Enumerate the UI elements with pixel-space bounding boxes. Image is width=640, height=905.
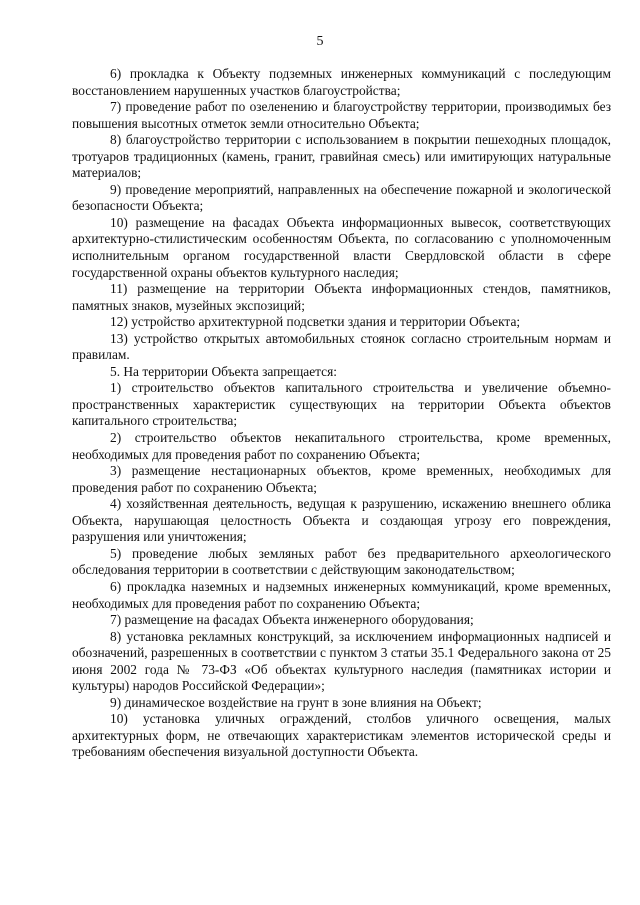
paragraph: 9) проведение мероприятий, направленных на обеспечение пожарной и экологической безопасности Объекта; [72, 181, 611, 214]
paragraph: 8) установка рекламных конструкций, за исключением информационных надписей и обозначений, разрешенных в соответствии с пунктом 3 статьи 35.1 Федерального закона от 25 июня 2002 года № 73-ФЗ «Об объектах культурного наследия (памятниках истории и культуры) народов Российской Федерации»; [72, 628, 611, 694]
paragraph: 2) строительство объектов некапитального строительства, кроме временных, необходимых для проведения работ по сохранению Объекта; [72, 430, 611, 462]
section-heading: 5. На территории Объекта запрещается: [110, 363, 337, 379]
paragraph: 1) строительство объектов капитального строительства и увеличение объемно-пространственных характеристик существующих на территории Объекта объектов капитального строительства; [72, 380, 611, 429]
paragraph: 7) проведение работ по озеленению и благоустройству территории, производимых без повышения высотных отметок земли относительно Объекта; [72, 99, 611, 131]
paragraph: 6) прокладка к Объекту подземных инженерных коммуникаций с последующим восстановлением нарушенных участков благоустройства; [72, 66, 611, 98]
paragraph: 12) устройство архитектурной подсветки здания и территории Объекта; [110, 314, 521, 330]
paragraph: 3) размещение нестационарных объектов, кроме временных, необходимых для проведения работ по сохранению Объекта; [72, 463, 611, 495]
paragraph: 10) размещение на фасадах Объекта информационных вывесок, соответствующих архитектурно-стилистическим особенностям Объекта, по согласованию с уполномоченным исполнительным органом государственной власти Свердловской области в сфере государственной охраны объектов культурного наследия; [72, 214, 611, 280]
paragraph: 11) размещение на территории Объекта информационных стендов, памятников, памятных знаков, музейных экспозиций; [72, 281, 611, 313]
paragraph: 13) устройство открытых автомобильных стоянок согласно строительным нормам и правилам. [72, 330, 611, 363]
paragraph: 6) прокладка наземных и надземных инженерных коммуникаций, кроме временных, необходимых для проведения работ по сохранению Объекта; [72, 578, 611, 611]
paragraph: 5) проведение любых земляных работ без предварительного археологического обследования территории в соответствии с действующим законодательством; [72, 545, 611, 578]
paragraph: 9) динамическое воздействие на грунт в зоне влияния на Объект; [110, 694, 482, 710]
paragraph: 4) хозяйственная деятельность, ведущая к разрушению, искажению внешнего облика Объекта, нарушающая целостность Объекта и создающая угрозу его повреждения, разрушения или уничтожения; [72, 496, 611, 545]
paragraph: 7) размещение на фасадах Объекта инженерного оборудования; [110, 612, 474, 628]
paragraph: 8) благоустройство территории с использованием в покрытии пешеходных площадок, тротуаров традиционных (камень, гранит, гравийная смесь) или имитирующих натуральные материалов; [72, 132, 611, 181]
document-body [72, 66, 611, 761]
paragraph: 10) установка уличных ограждений, столбов уличного освещения, малых архитектурных форм, не отвечающих характеристикам элементов исторической среды и требованиям обеспечения визуальной доступности Объекта. [72, 711, 611, 760]
page-number: 5 [316, 34, 324, 49]
